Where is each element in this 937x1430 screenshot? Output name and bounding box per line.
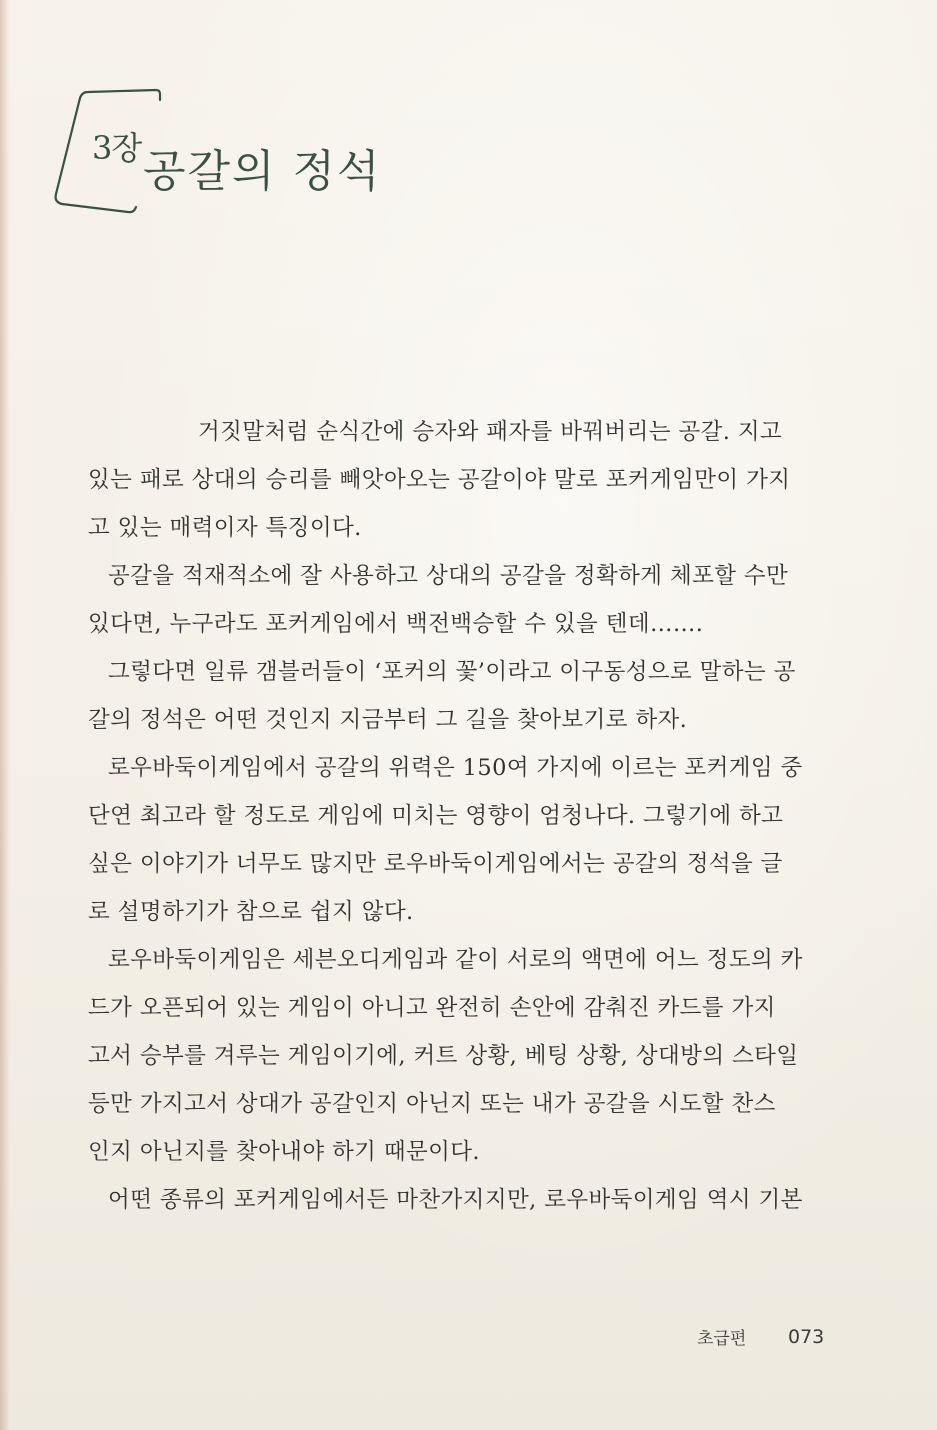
body-line-12: 로우바둑이게임은 세븐오디게임과 같이 서로의 액면에 어느 정도의 카 (108, 947, 803, 973)
page-number: 073 (788, 1326, 825, 1348)
body-line-7: 갈의 정석은 어떤 것인지 지금부터 그 길을 찾아보기로 하자. (88, 707, 688, 733)
body-line-1: 거짓말처럼 순식간에 승자와 패자를 바꿔버리는 공갈. 지고 (198, 419, 783, 445)
body-line-4: 공갈을 적재적소에 잘 사용하고 상대의 공갈을 정확하게 체포할 수만 (108, 563, 789, 589)
body-line-11: 로 설명하기가 참으로 쉽지 않다. (88, 899, 414, 925)
chapter-number: 3장 (92, 129, 142, 167)
body-line-13: 드가 오픈되어 있는 게임이 아니고 완전히 손안에 감춰진 카드를 가지 (88, 995, 776, 1021)
body-line-9: 단연 최고라 할 정도로 게임에 미치는 영향이 엄청나다. 그렇기에 하고 (88, 803, 784, 829)
body-line-14: 고서 승부를 겨루는 게임이기에, 커트 상황, 베팅 상황, 상대방의 스타일 (88, 1043, 799, 1069)
chapter-title: 공갈의 정석 (143, 146, 382, 197)
page-binding-edge (0, 0, 10, 1430)
body-text (88, 408, 803, 1224)
body-line-6: 그렇다면 일류 갬블러들이 ‘포커의 꽃’이라고 이구동성으로 말하는 공 (108, 659, 796, 685)
body-line-17: 어떤 종류의 포커게임에서든 마찬가지지만, 로우바둑이게임 역시 기본 (108, 1187, 803, 1213)
body-line-2: 있는 패로 상대의 승리를 빼앗아오는 공갈이야 말로 포커게임만이 가지 (88, 467, 791, 493)
body-line-5: 있다면, 누구라도 포커게임에서 백전백승할 수 있을 텐데……. (88, 611, 704, 637)
footer-section-label: 초급편 (697, 1329, 747, 1349)
body-line-3: 고 있는 매력이자 특징이다. (88, 515, 362, 541)
body-line-8: 로우바둑이게임에서 공갈의 위력은 150여 가지에 이르는 포커게임 중 (108, 755, 803, 781)
body-line-10: 싶은 이야기가 너무도 많지만 로우바둑이게임에서는 공갈의 정석을 글 (88, 851, 783, 877)
body-line-16: 인지 아닌지를 찾아내야 하기 때문이다. (88, 1139, 480, 1165)
body-line-15: 등만 가지고서 상대가 공갈인지 아닌지 또는 내가 공갈을 시도할 찬스 (88, 1091, 776, 1117)
